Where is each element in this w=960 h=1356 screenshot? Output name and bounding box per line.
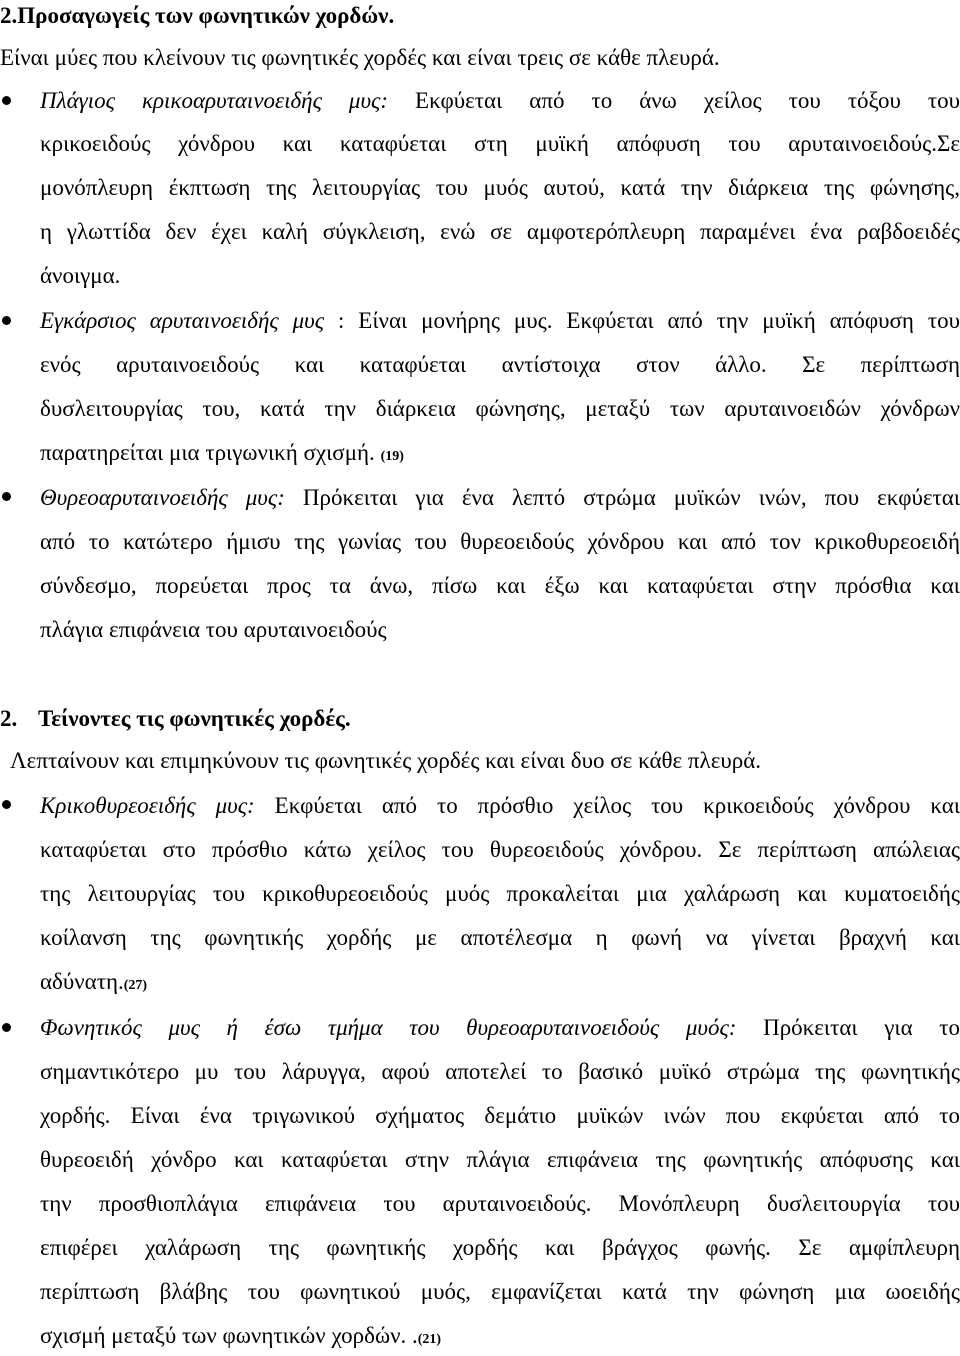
- paragraph-line: [40, 616, 960, 644]
- bullet-item-line: [40, 87, 960, 115]
- paragraph-line: [40, 1234, 960, 1262]
- bullet-icon: [2, 492, 11, 501]
- bullet-icon: [2, 96, 11, 105]
- muscle-term: Εγκάρσιος αρυταινοειδής μυς: [40, 308, 325, 333]
- paragraph-line: [40, 218, 960, 246]
- bullet-icon: [2, 1023, 11, 1032]
- paragraph-text: η γλωττίδα δεν έχει καλή σύγκλειση, ενώ σε αμφοτερόπλευρη παραμένει ένα ραβδοειδές: [40, 219, 960, 244]
- paragraph-text: από το κατώτερο ήμισυ της γωνίας του θυρεοειδούς χόνδρου και από τον κρικοθυρεοειδή: [40, 529, 960, 554]
- paragraph-line: [40, 1190, 960, 1218]
- paragraph-line: [40, 174, 960, 202]
- paragraph-text: ενός αρυταινοειδούς και καταφύεται αντίστοιχα στον άλλο. Σε περίπτωση: [40, 352, 960, 377]
- paragraph-text: σημαντικότερο μυ του λάρυγγα, αφού αποτελεί το βασικό μυϊκό στρώμα της φωνητικής: [40, 1059, 960, 1084]
- paragraph-text: παρατηρείται μια τριγωνική σχισμή.: [40, 440, 375, 465]
- section-heading: [0, 2, 960, 30]
- muscle-term: Κρικοθυρεοειδής μυς:: [40, 793, 255, 818]
- section-heading: [0, 705, 960, 733]
- bullet-item-line: [40, 307, 960, 335]
- paragraph-text: κοίλανση της φωνητικής χορδής με αποτέλεσμα η φωνή να γίνεται βραχνή και: [40, 925, 960, 950]
- paragraph-line: [40, 1322, 960, 1354]
- bullet-item-line: [40, 484, 960, 512]
- citation: (27): [123, 978, 148, 993]
- paragraph-line: [40, 1278, 960, 1306]
- muscle-term: Πλάγιος κρικοαρυταινοειδής μυς:: [40, 88, 389, 113]
- paragraph-line: [40, 572, 960, 600]
- paragraph-text: Εκφύεται από το πρόσθιο χείλος του κρικοειδούς χόνδρου και: [274, 793, 960, 818]
- paragraph-text: : Είναι μονήρης μυς. Εκφύεται από την μυϊκή απόφυση του: [338, 308, 960, 333]
- paragraph-line: [40, 528, 960, 556]
- citation: (21): [417, 1332, 442, 1347]
- paragraph-text: χορδής. Είναι ένα τριγωνικού σχήματος δεμάτιο μυϊκών ινών που εκφύεται από το: [40, 1103, 960, 1128]
- section-intro-text: Λεπταίνουν και επιμηκύνουν τις φωνητικές χορδές και είναι δυο σε κάθε πλευρά.: [10, 748, 762, 773]
- paragraph-line: [40, 1102, 960, 1130]
- paragraph-line: [40, 395, 960, 423]
- paragraph-text: αδύνατη.: [40, 969, 124, 994]
- section-intro-text: Είναι μύες που κλείνουν τις φωνητικές χορδές και είναι τρεις σε κάθε πλευρά.: [0, 45, 720, 70]
- citation: (19): [380, 449, 404, 464]
- paragraph-text: θυρεοειδή χόνδρο και καταφύεται στην πλάγια επιφάνεια της φωνητικής απόφυσης και: [40, 1147, 960, 1172]
- paragraph-line: [40, 836, 960, 864]
- paragraph-text: Πρόκειται για το: [763, 1015, 960, 1040]
- paragraph-text: Πρόκειται για ένα λεπτό στρώμα μυϊκών ινών, που εκφύεται: [302, 485, 960, 510]
- muscle-term: Θυρεοαρυταινοειδής μυς:: [40, 485, 285, 510]
- paragraph-line: [40, 880, 960, 908]
- section-number: 2.: [0, 706, 18, 731]
- section-intro: [10, 747, 960, 775]
- paragraph-line: [40, 262, 960, 290]
- paragraph-line: [40, 439, 960, 471]
- section-intro: [0, 44, 960, 72]
- paragraph-line: [40, 351, 960, 379]
- bullet-icon: [2, 316, 11, 325]
- paragraph-text: την προσθιοπλάγια επιφάνεια του αρυταινοειδούς. Μονόπλευρη δυσλειτουργία του: [40, 1191, 960, 1216]
- paragraph-text: της λειτουργίας του κρικοθυρεοειδούς μυός προκαλείται μια χαλάρωση και κυματοειδής: [40, 881, 960, 906]
- paragraph-text: μονόπλευρη έκπτωση της λειτουργίας του μυός αυτού, κατά την διάρκεια της φώνησης,: [40, 175, 960, 200]
- paragraph-text: κρικοειδούς χόνδρου και καταφύεται στη μυϊκή απόφυση του αρυταινοειδούς.Σε: [40, 131, 960, 156]
- muscle-term: Φωνητικός μυς ή έσω τμήμα του θυρεοαρυταινοειδούς μυός:: [40, 1015, 737, 1040]
- paragraph-text: σύνδεσμο, πορεύεται προς τα άνω, πίσω και έξω και καταφύεται στην πρόσθια και: [40, 573, 960, 598]
- paragraph-text: πλάγια επιφάνεια του αρυταινοειδούς: [40, 617, 387, 642]
- paragraph-line: [40, 1146, 960, 1174]
- paragraph-text: σχισμή μεταξύ των φωνητικών χορδών. .: [40, 1323, 418, 1348]
- paragraph-line: [40, 130, 960, 158]
- paragraph-line: [40, 924, 960, 952]
- bullet-icon: [2, 800, 11, 809]
- paragraph-text: καταφύεται στο πρόσθιο κάτω χείλος του θυρεοειδούς χόνδρου. Σε περίπτωση απώλειας: [40, 837, 960, 862]
- paragraph-text: άνοιγμα.: [40, 263, 121, 288]
- paragraph-text: δυσλειτουργίας του, κατά την διάρκεια φώνησης, μεταξύ των αρυταινοειδών χόνδρων: [40, 396, 960, 421]
- paragraph-line: [40, 968, 960, 1000]
- paragraph-text: Εκφύεται από το άνω χείλος του τόξου του: [415, 88, 960, 113]
- paragraph-text: επιφέρει χαλάρωση της φωνητικής χορδής και βράγχος φωνής. Σε αμφίπλευρη: [40, 1235, 960, 1260]
- section-heading-text: 2.Προσαγωγείς των φωνητικών χορδών.: [0, 3, 395, 28]
- bullet-item-line: [40, 1014, 960, 1042]
- section-heading-text: Τείνοντες τις φωνητικές χορδές.: [38, 706, 351, 731]
- paragraph-line: [40, 1058, 960, 1086]
- bullet-item-line: [40, 792, 960, 820]
- paragraph-text: περίπτωση βλάβης του φωνητικού μυός, εμφανίζεται κατά την φώνηση μια ωοειδής: [40, 1279, 960, 1304]
